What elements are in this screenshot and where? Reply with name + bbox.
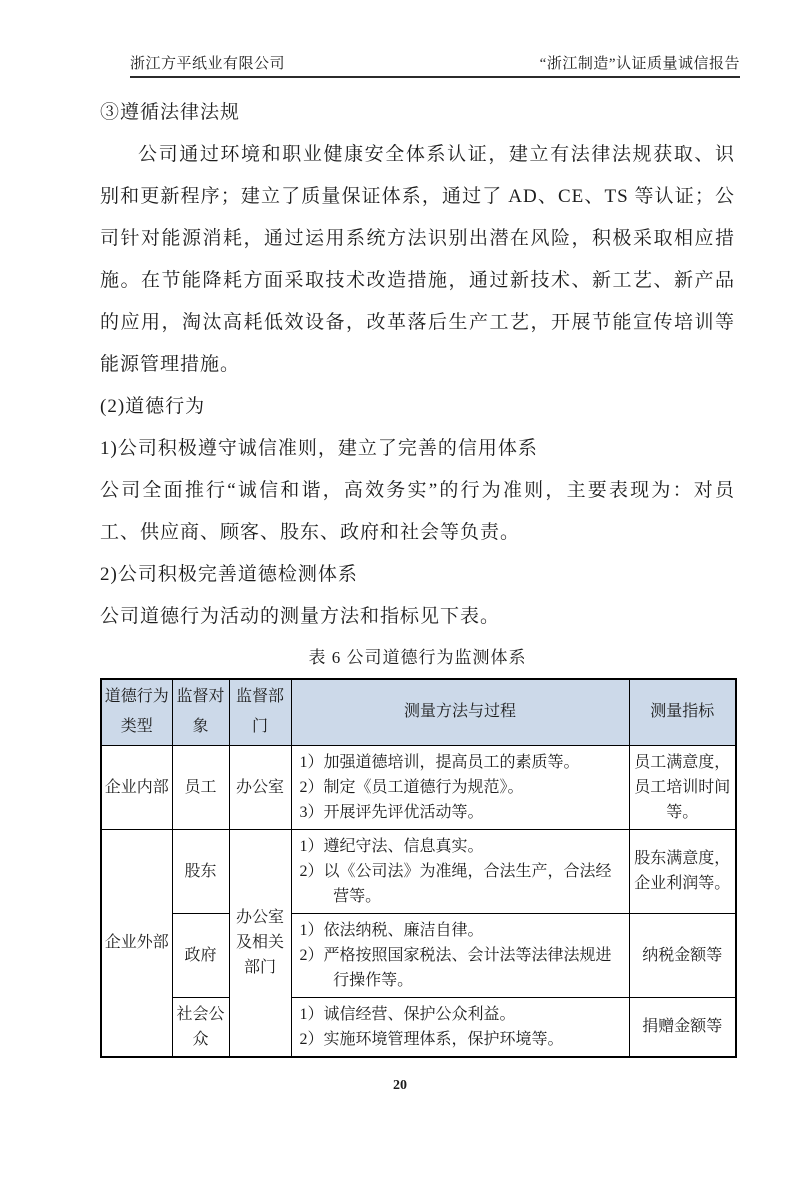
cell-methods-employees xyxy=(291,745,629,829)
table-header-row xyxy=(101,679,736,745)
cell-indicator-shareholders: 股东满意度，企业利润等。 xyxy=(629,829,736,913)
col-header-supervised-object: 监督对象 xyxy=(172,679,229,745)
col-header-measurement-indicator: 测量指标 xyxy=(629,679,736,745)
page-number: 20 xyxy=(393,1078,407,1093)
cell-methods-government xyxy=(291,913,629,997)
table-row-external-public xyxy=(101,997,736,1057)
method-item: 2）严格按照国家税法、会计法等法律法规进行操作等。 xyxy=(299,946,612,989)
method-item: 2）以《公司法》为准绳，合法生产，合法经营等。 xyxy=(299,862,612,905)
cell-type-internal: 企业内部 xyxy=(101,745,172,829)
table-row-internal-employees xyxy=(101,745,736,829)
method-item: 1）依法纳税、廉洁自律。 xyxy=(299,921,484,939)
cell-methods-public xyxy=(291,997,629,1057)
heading-follow-laws: ③遵循法律法规 xyxy=(100,102,241,123)
paragraph-table-intro: 公司道德行为活动的测量方法和指标见下表。 xyxy=(100,606,501,627)
col-header-supervising-dept: 监督部门 xyxy=(229,679,291,745)
method-item: 2）实施环境管理体系，保护环境等。 xyxy=(299,1030,564,1048)
cell-indicator-government: 纳税金额等 xyxy=(629,913,736,997)
page-header xyxy=(130,52,740,78)
cell-type-external: 企业外部 xyxy=(101,829,172,1057)
method-item: 2）制定《员工道德行为规范》。 xyxy=(299,778,524,796)
point-ethics-monitoring: 2)公司积极完善道德检测体系 xyxy=(100,564,358,585)
table-row-external-shareholders xyxy=(101,829,736,913)
document-page xyxy=(0,52,800,1183)
header-report-title: “浙江制造”认证质量诚信报告 xyxy=(539,56,740,72)
table-caption: 表 6 公司道德行为监测体系 xyxy=(308,648,527,667)
point-credit-system: 1)公司积极遵守诚信准则，建立了完善的信用体系 xyxy=(100,438,538,459)
method-item: 3）开展评先评优活动等。 xyxy=(299,803,484,821)
heading-ethical-behavior: (2)道德行为 xyxy=(100,396,206,417)
cell-target-public: 社会公众 xyxy=(172,997,229,1057)
ethics-monitoring-table xyxy=(100,678,737,1058)
cell-dept-office-and-related: 办公室及相关部门 xyxy=(229,829,291,1057)
col-header-behavior-type: 道德行为类型 xyxy=(101,679,172,745)
method-item: 1）加强道德培训，提高员工的素质等。 xyxy=(299,753,580,771)
paragraph-laws: 公司通过环境和职业健康安全体系认证，建立有法律法规获取、识别和更新程序；建立了质量保证体系，通过了 AD、CE、TS 等认证；公司针对能源消耗，通过运用系统方法识别出潜在风险，积极采取相应措施。在节能降耗方面采取技术改造措施，通过新技术、新工艺、新产品的应用，淘汰高耗低效设备，改革落后生产工艺，开展节能宣传培训等能源管理措施。 xyxy=(100,144,735,375)
paragraph-code-of-conduct: 公司全面推行“诚信和谐，高效务实”的行为准则，主要表现为：对员工、供应商、顾客、股东、政府和社会等负责。 xyxy=(100,480,735,543)
cell-methods-shareholders xyxy=(291,829,629,913)
page-footer xyxy=(0,1078,800,1094)
header-company-name: 浙江方平纸业有限公司 xyxy=(130,56,286,72)
cell-target-government: 政府 xyxy=(172,913,229,997)
method-item: 1）遵纪守法、信息真实。 xyxy=(299,837,484,855)
page-content xyxy=(100,92,735,1058)
col-header-measurement-method: 测量方法与过程 xyxy=(291,679,629,745)
cell-indicator-employees: 员工满意度，员工培训时间等。 xyxy=(629,745,736,829)
cell-dept-office: 办公室 xyxy=(229,745,291,829)
cell-indicator-public: 捐赠金额等 xyxy=(629,997,736,1057)
table-row-external-government xyxy=(101,913,736,997)
cell-target-employees: 员工 xyxy=(172,745,229,829)
cell-target-shareholders: 股东 xyxy=(172,829,229,913)
method-item: 1）诚信经营、保护公众利益。 xyxy=(299,1005,516,1023)
